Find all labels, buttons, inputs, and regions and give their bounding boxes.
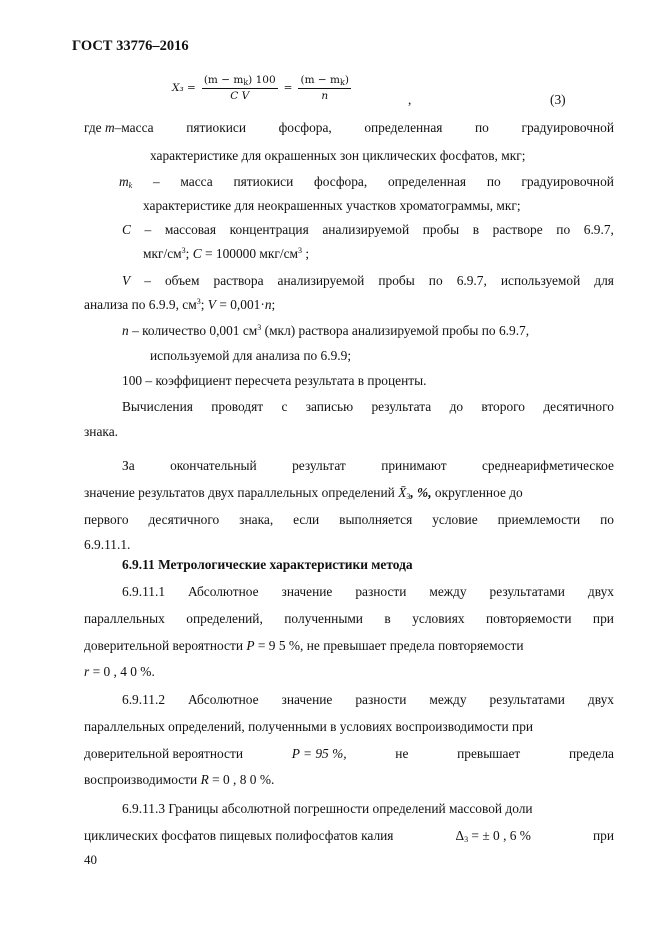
def-v-line1: V – объем раствора анализируемой пробы по 6.9.7, используемой для [122, 273, 614, 288]
p1-line4: r = 0 , 4 0 %. [84, 664, 155, 679]
paragraph-final-line4: 6.9.11.1. [84, 537, 131, 552]
def-c-line2: мкг/$см^3$; C = 100000 мкг/$см^3$ ; [143, 246, 310, 261]
def-v-line2: анализа по 6.9.9, $см^3$; V = 0,001·n; [84, 297, 276, 312]
p1-line2: параллельных определений, полученными в условиях повторяемости при [84, 611, 614, 626]
paragraph-final-line1: За окончательный результат принимают среднеарифметическое [122, 458, 614, 473]
def-m-line2: характеристике для окрашенных зон циклических фосфатов, мкг; [150, 148, 526, 163]
def-c-line1: C – массовая концентрация анализируемой пробы в растворе по 6.9.7, [122, 222, 614, 237]
def-mk-line2: характеристике для неокрашенных участков хроматограммы, мкг; [143, 198, 521, 213]
formula-fraction-1: $\frac{(m - m_k) 100}{\text{C V}}$ [203, 74, 276, 102]
p2-line2: параллельных определений, полученными в условиях воспроизводимости при [84, 719, 534, 734]
p1-line3: доверительной вероятности P = 9 5 %, не превышает предела повторяемости [84, 638, 524, 653]
paragraph-final-line3: первого десятичного знака, если выполняется условие приемлемости по [84, 512, 614, 527]
paragraph-final-line2: значение результатов двух параллельных определений $X̄_3$, %, округленное до [84, 485, 523, 501]
def-100: 100 – коэффициент пересчета результата в проценты. [122, 373, 427, 388]
section-title: 6.9.11 Метрологические характеристики метода [122, 557, 413, 572]
p1-line1: 6.9.11.1 Абсолютное значение разности между результатами двух [122, 584, 614, 599]
formula-3 [172, 72, 351, 104]
document-header: ГОСТ 33776–2016 [72, 38, 189, 54]
formula-number: (3) [550, 92, 566, 107]
formula-lhs: X₃ = [172, 82, 196, 94]
formula-equals: = [283, 82, 293, 94]
def-mk-line1: $m_k$ – масса пятиокиси фосфора, определенная по градуировочной [119, 174, 614, 190]
formula-comma: , [408, 92, 412, 107]
def-n-line1: n – количество 0,001 $см^3$ (мкл) раствора анализируемой пробы по 6.9.7, [122, 323, 530, 338]
p2-line4: воспроизводимости R = 0 , 8 0 %. [84, 772, 275, 787]
page-number: 40 [84, 852, 97, 867]
p2-line3: доверительной вероятности P = 95 %, не превышает предела [84, 746, 614, 761]
paragraph-calc-line2: знака. [84, 424, 118, 439]
p3-line1: 6.9.11.3 Границы абсолютной погрешности определений массовой доли [122, 801, 533, 816]
p3-line2: циклических фосфатов пищевых полифосфатов калия $\Delta_3$ = ± 0 , 6 % при [84, 828, 614, 844]
def-n-line2: используемой для анализа по 6.9.9; [150, 348, 352, 363]
p2-line1: 6.9.11.2 Абсолютное значение разности между результатами двух [122, 692, 614, 707]
def-m-line1: где m–масса пятиокиси фосфора, определенная по градуировочной [84, 120, 614, 135]
paragraph-calc-line1: Вычисления проводят с записью результата до второго десятичного [122, 399, 614, 414]
formula-fraction-2: $\frac{(m - m_k)}{n}$ [300, 74, 349, 102]
